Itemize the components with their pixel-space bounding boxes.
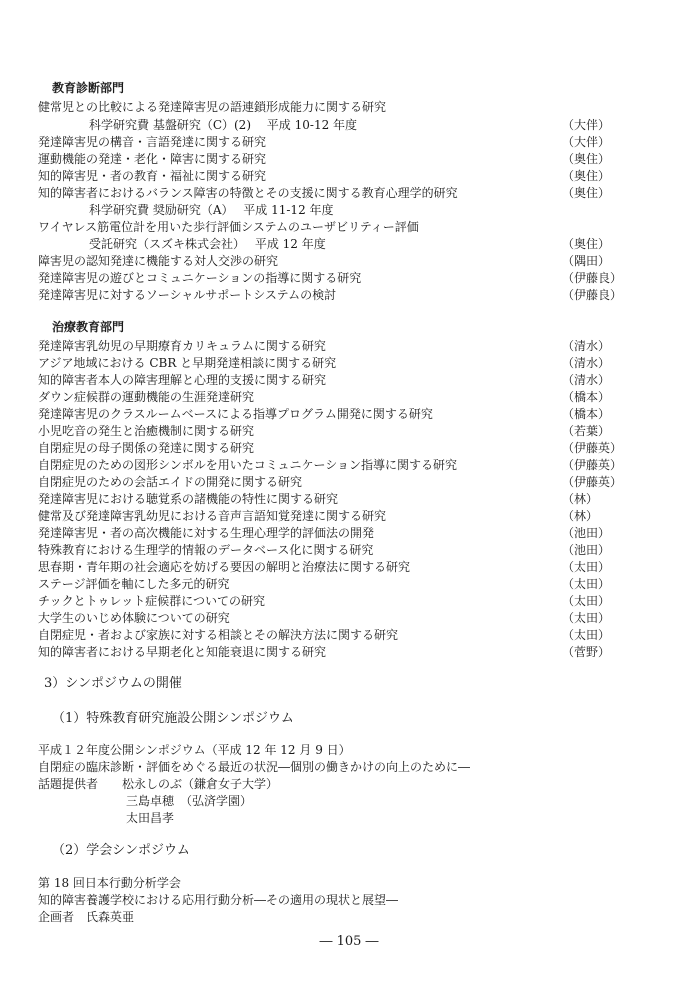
sub2-line: 企画者 氏森英亜 bbox=[38, 910, 135, 924]
sub2-line: 知的障害養護学校における応用行動分析―その適用の現状と展望― bbox=[38, 893, 399, 907]
list-item: 発達障害児における聴覚系の諸機能の特性に関する研究 （林） bbox=[38, 492, 599, 506]
sub2-line: 第 18 回日本行動分析学会 bbox=[38, 876, 181, 890]
list-item: 自閉症児のための図形シンボルを用いたコミュニケーション指導に関する研究 （伊藤英） bbox=[38, 458, 623, 472]
list-item: 運動機能の発達・老化・障害に関する研究 （奥住） bbox=[38, 152, 611, 166]
list-item: 自閉症児・者および家族に対する相談とその解決方法に関する研究 （太田） bbox=[38, 628, 611, 642]
sub1-line: 三島卓穂 （弘済学園） bbox=[126, 794, 253, 808]
list-item: 発達障害児の遊びとコミュニケーションの指導に関する研究 （伊藤良） bbox=[38, 271, 623, 285]
list-item: 自閉症児の母子関係の発達に関する研究 （伊藤英） bbox=[38, 441, 623, 455]
list-item: 受託研究（スズキ株式会社） 平成 12 年度 （奥住） bbox=[89, 237, 611, 251]
list-item: 健常及び発達障害乳幼児における音声言語知覚発達に関する研究 （林） bbox=[38, 509, 599, 523]
list-item: 健常児との比較による発達障害児の語連鎖形成能力に関する研究 bbox=[38, 100, 387, 114]
symposium-sub1-heading: （1）特殊教育研究施設公開シンポジウム bbox=[52, 711, 294, 726]
list-item: 科学研究費 基盤研究（C）(2) 平成 10-12 年度 （大伴） bbox=[89, 118, 611, 132]
list-item: 発達障害児・者の高次機能に対する生理心理学的評価法の開発 （池田） bbox=[38, 526, 611, 540]
list-item: 発達障害児の構音・言語発達に関する研究 （大伴） bbox=[38, 135, 611, 149]
list-item: アジア地域における CBR と早期発達相談に関する研究 （清水） bbox=[38, 356, 611, 370]
list-item: ワイヤレス筋電位計を用いた歩行評価システムのユーザビリティー評価 bbox=[38, 220, 419, 234]
page-number: ― 105 ― bbox=[319, 934, 379, 949]
list-item: 発達障害乳幼児の早期療育カリキュラムに関する研究 （清水） bbox=[38, 339, 611, 353]
list-item: 大学生のいじめ体験についての研究 （太田） bbox=[38, 611, 611, 625]
list-item: 科学研究費 奨励研究（A） 平成 11-12 年度 bbox=[89, 203, 334, 217]
section-title-chiryo: 治療教育部門 bbox=[52, 320, 125, 334]
list-item: 知的障害者における早期老化と知能衰退に関する研究 （菅野） bbox=[38, 645, 611, 659]
list-item: 知的障害者本人の障害理解と心理的支援に関する研究 （清水） bbox=[38, 373, 611, 387]
list-item: 自閉症児のための会話エイドの開発に関する研究 （伊藤英） bbox=[38, 475, 623, 489]
sub1-line: 太田昌孝 bbox=[126, 811, 175, 825]
list-item: 知的障害者におけるバランス障害の特徴とその支援に関する教育心理学的研究 （奥住） bbox=[38, 186, 611, 200]
list-item: 知的障害児・者の教育・福祉に関する研究 （奥住） bbox=[38, 169, 611, 183]
list-item: 発達障害児のクラスルームベースによる指導プログラム開発に関する研究 （橋本） bbox=[38, 407, 611, 421]
sub1-line: 平成１２年度公開シンポジウム（平成 12 年 12 月 9 日） bbox=[38, 743, 351, 757]
list-item: ダウン症候群の運動機能の生涯発達研究 （橋本） bbox=[38, 390, 611, 404]
list-item: 特殊教育における生理学的情報のデータベース化に関する研究 （池田） bbox=[38, 543, 611, 557]
symposium-heading: 3）シンポジウムの開催 bbox=[44, 676, 182, 691]
list-item: 発達障害児に対するソーシャルサポートシステムの検討 （伊藤良） bbox=[38, 288, 623, 302]
sub1-line: 話題提供者 松永しのぶ（鎌倉女子大学） bbox=[38, 777, 279, 791]
list-item: チックとトゥレット症候群についての研究 （太田） bbox=[38, 594, 611, 608]
list-item: 小児吃音の発生と治癒機制に関する研究 （若葉） bbox=[38, 424, 611, 438]
list-item: 思春期・青年期の社会適応を妨げる要因の解明と治療法に関する研究 （太田） bbox=[38, 560, 611, 574]
symposium-sub2-heading: （2）学会シンポジウム bbox=[52, 843, 190, 858]
list-item: 障害児の認知発達に機能する対人交渉の研究 （隅田） bbox=[38, 254, 611, 268]
list-item: ステージ評価を軸にした多元的研究 （太田） bbox=[38, 577, 611, 591]
sub1-line: 自閉症の臨床診断・評価をめぐる最近の状況―個別の働きかけの向上のために― bbox=[38, 760, 471, 774]
section-title-kyoiku: 教育診断部門 bbox=[52, 81, 125, 95]
